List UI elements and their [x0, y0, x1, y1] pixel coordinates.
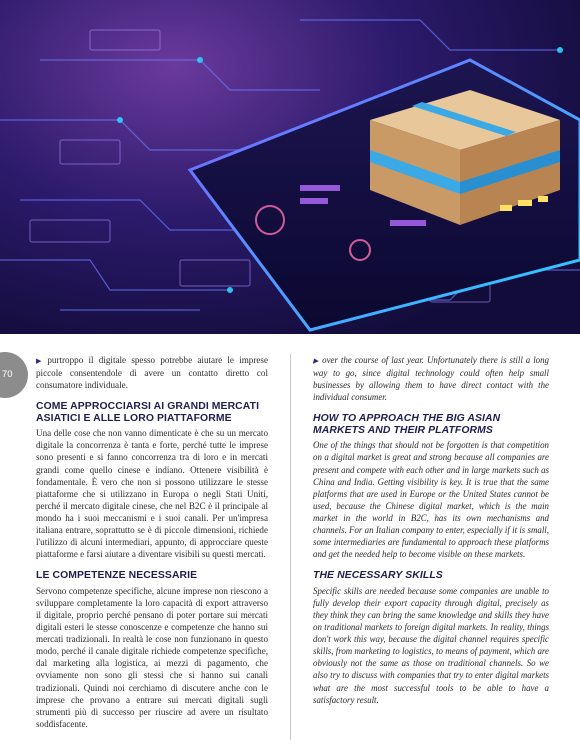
intro-paragraph-en — [313, 354, 549, 403]
intro-text: purtroppo il digitale spesso potrebbe aiutare le imprese piccole consentendole di avere un contatto diretto col consumatore individuale. — [36, 355, 268, 391]
intro-text: over the course of last year. Unfortunately there is still a long way to go, since digital technology could often help small businesses by allowing them to have direct contact with the individual consumer. — [313, 355, 549, 403]
paragraph-asian-markets-it: Una delle cose che non vanno dimenticate è che su un mercato digitale la concorrenza è tanta e forte, perché tutte le imprese sono presenti e si fanno concorrenza tra di loro e in mercati grandi come quello cinese e indiano. Ottenere visibilità è fondamentale. È vero che non si possono utilizzare le stesse piattaforme che si utilizzano in Europa o negli Stati Uniti, perché il mercato digitale cinese, che nel B2C è il principale al mondo ha i suoi meccanismi e i suoi canali. Per un'impresa italiana entrare, soprattutto se è di piccole dimensioni, richiede l'utilizzo di alcuni intermediari, appunto, di approcciare queste piattaforme e farsi aiutare a diventare visibili su questi mercati. — [36, 428, 268, 560]
heading-skills-en: THE NECESSARY SKILLS — [313, 570, 443, 582]
paragraph-skills-it: Servono competenze specifiche, alcune imprese non riescono a sviluppare completamente la loro capacità di export attraverso il digitale, proprio perché pensano di poter portare sui mercati digitali esteri le stesse conoscenze e competenze che hanno sui mercati tradizionali. In realtà le cose non funzionano in questo modo, perché il canale digitale richiede competenze specifiche, dal marketing alla logistica, ai mezzi di pagamento, che ovviamente non sono gli stessi che si hanno sui canali tradizionali. Quindi noi cerchiamo di discutere anche con le imprese che provano a entrare sui mercati digitali sugli strumenti più di successo per riuscire ad avere un risultato soddisfacente. — [36, 585, 268, 729]
english-column — [313, 354, 549, 706]
arrow-icon: ▶ — [313, 357, 320, 365]
heading-skills-it: LE COMPETENZE NECESSARIE — [36, 570, 198, 582]
italian-column — [36, 354, 268, 730]
paragraph-asian-markets-en: One of the things that should not be forgotten is that competition on a digital market is great and strong because all companies are present and compete with each other and in large markets such as China and India. Getting visibility is key. It is true that the same platforms that are used in Europe or the United States cannot be used, because the Chinese digital market, which is the main market in the world in B2C, has its own mechanisms and channels. For an Italian company to enter, especially if it is small, some intermediaries are fundamental to approach these platforms and get the needed help to become visible on these markets. — [313, 440, 549, 560]
page-number: 70 — [2, 369, 13, 380]
column-divider — [290, 354, 291, 740]
hero-image — [0, 0, 580, 334]
paragraph-skills-en: Specific skills are needed because some companies are unable to fully develop their export capacity through digital, precisely as they think they can bring the same knowledge and skills they have on traditional markets to foreign digital markets. In reality, things don't work this way, because the digital channel requires specific skills, from marketing to logistics, to means of payment, which are obviously not the same as those on traditional channels. So we also try to discuss with companies that try to enter digital markets what are the most successful tools to be able to have a satisfactory result. — [313, 585, 549, 705]
intro-paragraph-it — [36, 354, 268, 391]
circuit-illustration — [0, 0, 580, 334]
arrow-icon: ▶ — [36, 357, 45, 365]
heading-asian-markets-it: COME APPROCCIARSI AI GRANDI MERCATI ASIATICI E ALLE LORO PIATTAFORME — [36, 401, 260, 424]
heading-asian-markets-en: HOW TO APPROACH THE BIG ASIAN MARKETS AND THEIR PLATFORMS — [313, 413, 501, 436]
